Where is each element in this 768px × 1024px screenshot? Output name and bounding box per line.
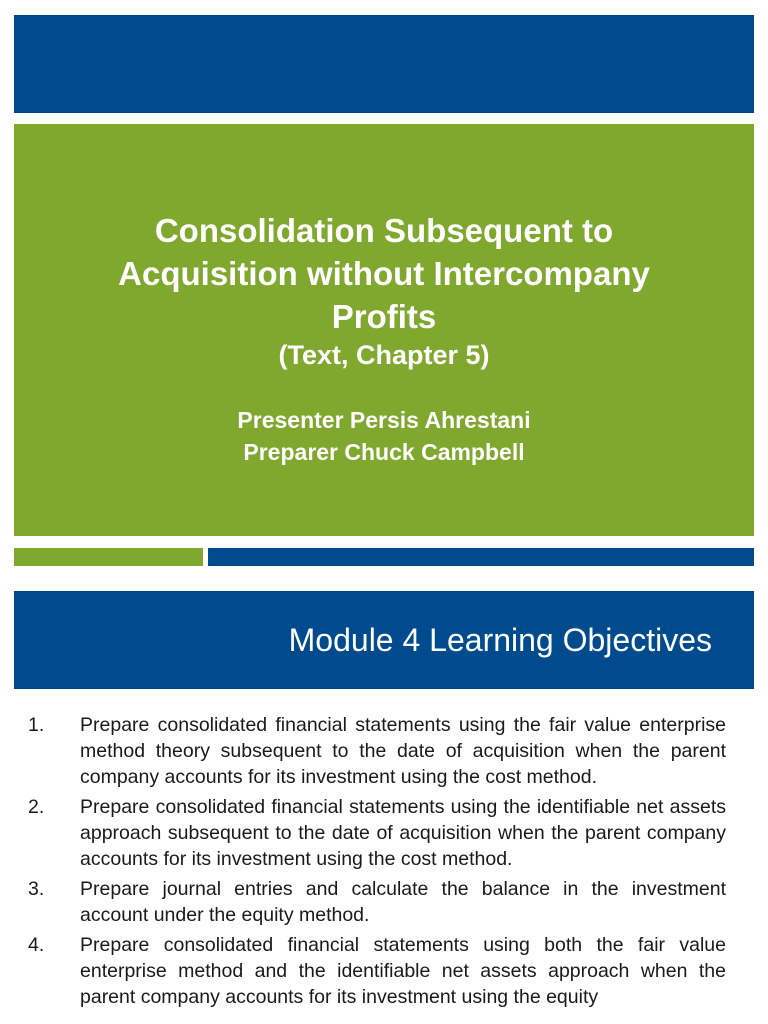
objective-number: 4.	[28, 934, 45, 956]
slide1-title-panel	[14, 124, 754, 536]
objective-text: Prepare consolidated financial statements using both the fair value enterprise method and the identifiable net assets approach when the parent company accounts for its investment using the equity	[80, 934, 726, 1008]
module-title: Module 4 Learning Objectives	[288, 622, 712, 658]
objective-text: Prepare consolidated financial statements using the identifiable net assets approach subsequent to the date of acquisition when the parent company accounts for its investment using the cost method.	[80, 796, 726, 870]
module-header	[14, 591, 754, 689]
objective-item	[28, 712, 726, 790]
objective-number: 3.	[28, 878, 45, 900]
objective-item	[28, 932, 726, 1010]
slide-subtitle: (Text, Chapter 5)	[278, 340, 490, 370]
objective-text: Prepare consolidated financial statements using the fair value enterprise method theory subsequent to the date of acquisition when the parent company accounts for its investment using the cost method.	[80, 714, 726, 788]
objective-item	[28, 876, 726, 928]
green-accent-bar	[14, 548, 203, 566]
objective-item	[28, 794, 726, 872]
blue-accent-bar	[208, 548, 754, 566]
presenter-line: Presenter Persis Ahrestani	[237, 407, 531, 433]
objective-text: Prepare journal entries and calculate the balance in the investment account under the equity method.	[80, 878, 726, 926]
objective-number: 1.	[28, 714, 45, 736]
objectives-list	[28, 712, 726, 1014]
slide-title: Consolidation Subsequent to Acquisition without Intercompany Profits	[118, 212, 650, 335]
credits	[14, 404, 754, 468]
preparer-line: Preparer Chuck Campbell	[243, 439, 525, 465]
objective-number: 2.	[28, 796, 45, 818]
slide1-top-band	[14, 15, 754, 113]
